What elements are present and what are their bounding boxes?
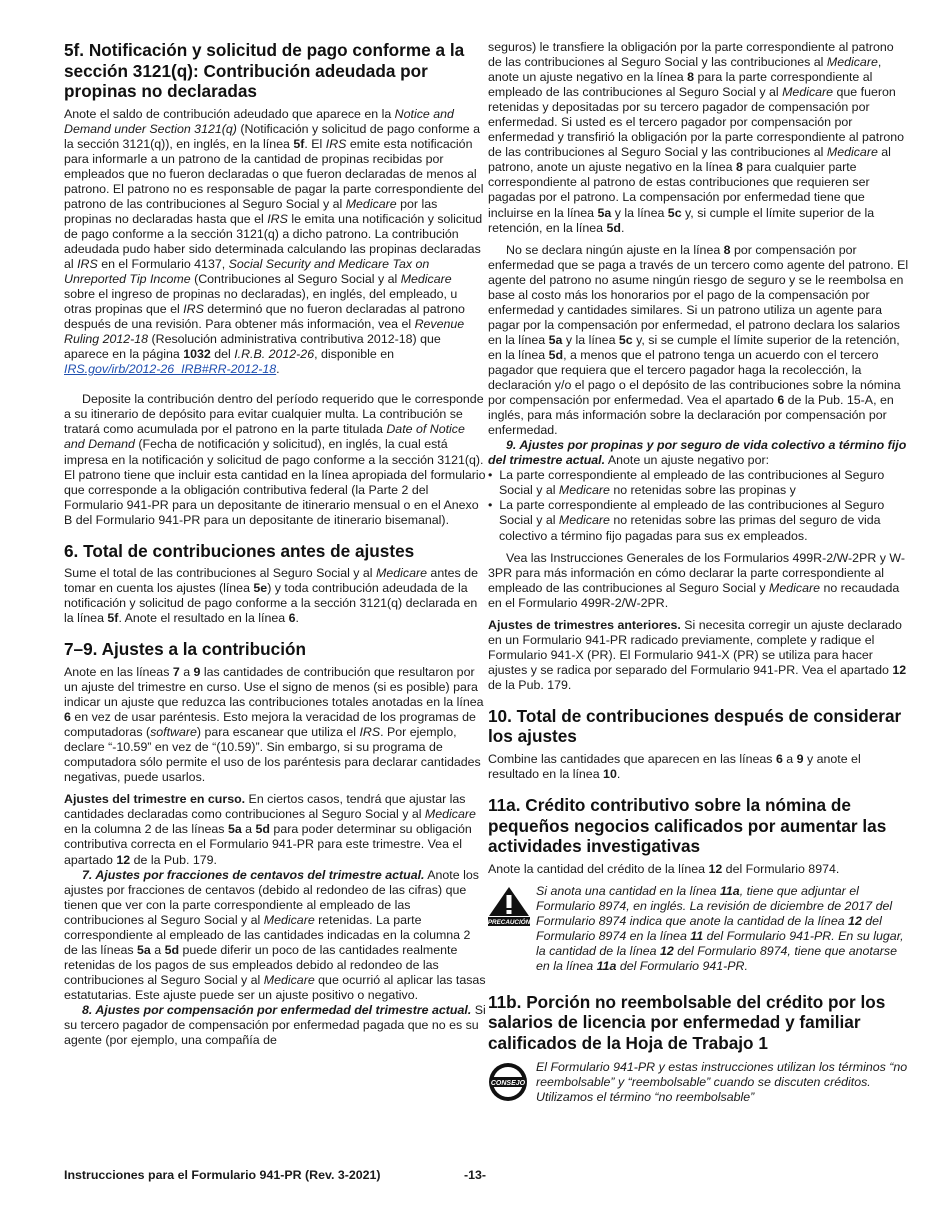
caution-icon bbox=[488, 886, 530, 926]
section-7-9-heading: 7–9. Ajustes a la contribución bbox=[64, 639, 306, 660]
line-7-paragraph: 7. Ajustes por fracciones de centavos del trimestre actual. Anote los ajustes por fracciones de centavos (debido al redondeo de las cifras) que tienen que ver con la parte correspondiente al empleado de las contribuciones al Seguro Social y al Medicare retenidas. La parte correspondiente al empleado de las cantidades indicadas en la columna 2 de las líneas 5a a 5d puede diferir un poco de las cantidades realmente retenidas de los pagos de sus empleados debido al redondeo de las contribuciones al Seguro Social y al Medicare que ocurrió al aplicar las tasas estatutarias. Este ajuste puede ser un ajuste positivo o negativo. bbox=[64, 867, 486, 1002]
footer-title: Instrucciones para el Formulario 941-PR (Rev. 3-2021) bbox=[64, 1168, 381, 1182]
section-10-paragraph: Combine las cantidades que aparecen en las líneas 6 a 9 y anote el resultado en la línea 10. bbox=[488, 751, 861, 782]
section-6-paragraph: Sume el total de las contribuciones al Seguro Social y al Medicare antes de tomar en cuenta los ajustes (línea 5e) y toda contribución adeudada de la notificación y solicitud de pago conforme a la sección 3121(q) declarada en la línea 5f. Anote el resultado en la línea 6. bbox=[64, 566, 478, 626]
page-number: -13- bbox=[464, 1168, 487, 1182]
section-5f-heading: 5f. Notificación y solicitud de pago conforme a la sección 3121(q): Contribución adeudada por propinas no declaradas bbox=[64, 40, 465, 101]
section-10-heading: 10. Total de contribuciones después de considerar los ajustes bbox=[488, 705, 902, 747]
svg-text:CONSEJO: CONSEJO bbox=[490, 1080, 526, 1088]
svg-text:PRECAUCIÓN: PRECAUCIÓN bbox=[488, 918, 530, 926]
bullet-tips: • La parte correspondiente al empleado de las contribuciones al Seguro Social y al Medicare no retenidas sobre las propinas y bbox=[488, 468, 885, 498]
w2pr-reference-paragraph: Vea las Instrucciones Generales de los Formularios 499R-2/W-2PR y W-3PR para más información en cómo declarar la parte correspondiente al empleado de las contribuciones al Seguro Social y Medicare no recaudada en el Formulario 499R-2/W-2PR. bbox=[488, 550, 905, 610]
section-5f-paragraph-2: Deposite la contribución dentro del período requerido que le corresponde a su itinerario de depósito para evitar cualquier multa. La contribución se tratará como acumulada por el patrono en la parte titulada Date of Notice and Demand (Fecha de notificación y solicitud), en inglés, la cual está impresa en la notificación y solicitud de pago conforme a la sección 3121(q). El patrono tiene que incluir esta cantidad en la línea apropiada del formulario que corresponde a la obligación contributiva federal (la Parte 2 del Formulario 941-PR para un depositante de itinerario mensual o en el Anexo B del Formulario 941-PR para un depositante de itinerario bisemanal). bbox=[64, 392, 486, 527]
bullet-group-term-life: • La parte correspondiente al empleado de las contribuciones al Seguro Social y al Medicare no retenidas sobre las primas del seguro de vida colectivo a término fijo pagadas para sus ex empleados. bbox=[488, 498, 885, 543]
section-6-heading: 6. Total de contribuciones antes de ajustes bbox=[64, 540, 415, 561]
section-11a-paragraph: Anote la cantidad del crédito de la línea 12 del Formulario 8974. bbox=[488, 861, 840, 876]
line-9-paragraph: 9. Ajustes por propinas y por seguro de vida colectivo a término fijo del trimestre actual. Anote un ajuste negativo por: bbox=[488, 438, 907, 468]
section-7-9-paragraph-1: Anote en las líneas 7 a 9 las cantidades de contribución que resultaron por un ajuste del trimestre en curso. Use el signo de menos (si es posible) para indicar un ajuste que reduzca las contribuciones totales anotadas en la línea 6 en vez de usar paréntesis. Esto mejora la veracidad de los programas de computadoras (software) para escanear que utiliza el IRS. Por ejemplo, declare “-10.59” en vez de “(10.59)”. Sin embargo, si su programa de computadora sólo permite el uso de los paréntesis para declarar cantidades negativas, puede usarlos. bbox=[64, 664, 484, 785]
agent-sick-pay-paragraph: No se declara ningún ajuste en la línea 8 por compensación por enfermedad que se paga a través de un tercero como agente del patrono. El agente del patrono no asume ningún riesgo de seguro y se le reembolsa en base al costo más los honorarios por el pago de la compensación por enfermedad y cantidades similares. Si un patrono utiliza un agente para pagar por la compensación por enfermedad, el patrono declara los salarios en la línea 5a y la línea 5c y, si se cumple el límite superior de la retención, en la línea 5d, a menos que el patrono tenga un acuerdo con el tercero pagador que requiera que el tercero pagador haga la recolección, la declaración y/o el pago o el depósito de las contribuciones sobre la nómina por compensación por enfermedad. Vea el apartado 6 de la Pub. 15-A, en inglés, para más información sobre la declaración por compensación por enfermedad. bbox=[488, 242, 909, 438]
tip-icon bbox=[488, 1062, 530, 1102]
current-quarter-adjustments-paragraph: Ajustes del trimestre en curso. En ciertos casos, tendrá que ajustar las cantidades declaradas como contribuciones al Seguro Social y al Medicare en la columna 2 de las líneas 5a a 5d para poder determinar su obligación contributiva correcta en el Formulario 941-PR para este trimestre. Vea el apartado 12 de la Pub. 179. bbox=[64, 792, 476, 867]
bullet-icon: • bbox=[488, 498, 500, 513]
bullet-icon: • bbox=[488, 468, 500, 483]
right-column bbox=[488, 40, 910, 1106]
tip-note: CONSEJO El Formulario 941-PR y estas instrucciones utilizan los términos “no reembolsable” y “reembolsable” cuando se discuten créditos. Utilizamos el término “no reembolsable” bbox=[488, 1060, 910, 1105]
prior-quarter-adjustments-paragraph: Ajustes de trimestres anteriores. Si necesita corregir un ajuste declarado en un Formulario 941-PR radicado previamente, complete y radique el Formulario 941-X (PR). El Formulario 941-X (PR) se utiliza para hacer ajustes y se radica por separado del Formulario 941-PR. Vea el apartado 12 de la Pub. 179. bbox=[488, 617, 907, 692]
line-8-continued-paragraph: seguros) le transfiere la obligación por la parte correspondiente al patrono de las contribuciones al Seguro Social y las contribuciones al Medicare, anote un ajuste negativo en la línea 8 para la parte correspondiente al empleado de las contribuciones al Seguro Social y al Medicare que fueron retenidas y depositadas por su tercero pagador de compensación por enfermedad. Si usted es el tercero pagador por compensación por enfermedad y transfirió la obligación por la parte correspondiente al patrono de las contribuciones al Seguro Social y las contribuciones al Medicare al patrono, anote un ajuste negativo en la línea 8 para cualquier parte correspondiente al patrono de estas contribuciones que requieren ser pagadas por el patrono. La compensación por enfermedad tiene que incluirse en la línea 5a y la línea 5c y, si cumple el límite superior de la retención, en la línea 5d. bbox=[488, 40, 905, 235]
section-5f-paragraph-1: Anote el saldo de contribución adeudado que aparece en la Notice and Demand under Section 3121(q) (Notificación y solicitud de pago conforme a la sección 3121(q)), en inglés, en la línea 5f. El IRS emite esta notificación para informarle a un patrono de la cantidad de propinas recibidas por empleados que no fueron declaradas o que fueron declaradas de menos al patrono. El patrono no es responsable de pagar la parte correspondiente del patrono de las contribuciones al Seguro Social y al Medicare por las propinas no declaradas hasta que el IRS le emita una notificación y solicitud de pago conforme a la sección 3121(q) a dicho patrono. La contribución adeudada pudo haber sido determinada calculando las propinas declaradas al IRS en el Formulario 4137, Social Security and Medicare Tax on Unreported Tip Income (Contribuciones al Seguro Social y al Medicare sobre el ingreso de propinas no declaradas), en inglés, del empleado, u otras propinas que el IRS determinó que no fueron declaradas al patrono después de una revisión. Para obtener más información, vea el Revenue Ruling 2012-18 (Resolución administrativa contributiva 2012-18) que aparece en la página 1032 del I.R.B. 2012-26, disponible en IRS.gov/irb/2012-26_IRB#RR-2012-18. bbox=[64, 106, 484, 377]
section-11a-heading: 11a. Crédito contributivo sobre la nómina de pequeños negocios calificados por aumentar las actividades investigativas bbox=[488, 795, 887, 857]
left-column bbox=[64, 40, 486, 1048]
irb-link[interactable]: IRS.gov/irb/2012-26_IRB#RR-2012-18 bbox=[64, 362, 277, 377]
line-8-paragraph: 8. Ajustes por compensación por enfermedad del trimestre actual. Si su tercero pagador de compensación por enfermedad pagada que no es su agente (por ejemplo, una compañía de bbox=[64, 1002, 486, 1048]
section-11b-heading: 11b. Porción no reembolsable del crédito por los salarios de licencia por enfermedad y familiar calificados de la Hoja de Trabajo 1 bbox=[488, 991, 886, 1053]
caution-note: PRECAUCIÓN Si anota una cantidad en la línea 11a, tiene que adjuntar el Formulario 8974, en inglés. La revisión de diciembre de 2017 del Formulario 8974 indica que anote la cantidad de la línea 12 del Formulario 8974 en la línea 11 del Formulario 941-PR. En su lugar, la cantidad de la línea 12 del Formulario 8974, tiene que anotarse en la línea 11a del Formulario 941-PR. bbox=[488, 883, 904, 973]
